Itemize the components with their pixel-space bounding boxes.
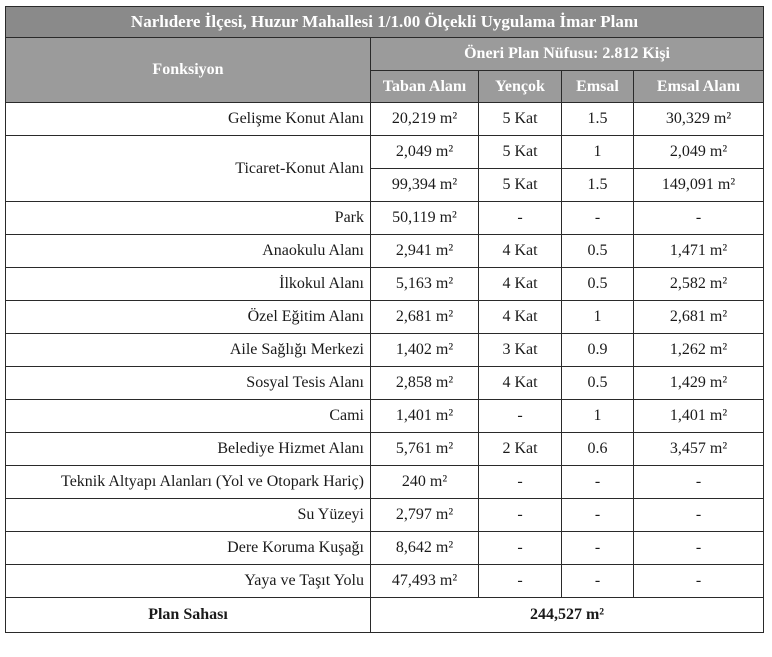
emsal-cell: - bbox=[562, 532, 634, 565]
table-row bbox=[6, 499, 764, 532]
emsal-alani-cell: 1,262 m² bbox=[634, 334, 764, 367]
row-label: İlkokul Alanı bbox=[6, 268, 371, 301]
taban-alani-cell: 1,402 m² bbox=[371, 334, 479, 367]
emsal-alani-cell: 3,457 m² bbox=[634, 433, 764, 466]
emsal-cell: 1 bbox=[562, 301, 634, 334]
emsal-alani-cell: - bbox=[634, 499, 764, 532]
emsal-cell: - bbox=[562, 202, 634, 235]
population-header: Öneri Plan Nüfusu: 2.812 Kişi bbox=[371, 38, 764, 71]
row-label: Teknik Altyapı Alanları (Yol ve Otopark Hariç) bbox=[6, 466, 371, 499]
emsal-alani-cell: 2,681 m² bbox=[634, 301, 764, 334]
yencok-cell: 4 Kat bbox=[479, 367, 562, 400]
taban-alani-cell: 240 m² bbox=[371, 466, 479, 499]
yencok-cell: - bbox=[479, 400, 562, 433]
emsal-cell: 0.6 bbox=[562, 433, 634, 466]
emsal-alani-cell: 1,429 m² bbox=[634, 367, 764, 400]
yencok-cell: 4 Kat bbox=[479, 235, 562, 268]
taban-alani-cell: 50,119 m² bbox=[371, 202, 479, 235]
column-header: Yençok bbox=[479, 71, 562, 103]
emsal-alani-cell: 2,582 m² bbox=[634, 268, 764, 301]
emsal-alani-cell: 1,401 m² bbox=[634, 400, 764, 433]
row-label: Özel Eğitim Alanı bbox=[6, 301, 371, 334]
zoning-plan-table bbox=[5, 6, 764, 633]
row-label: Sosyal Tesis Alanı bbox=[6, 367, 371, 400]
yencok-cell: - bbox=[479, 202, 562, 235]
column-header: Emsal bbox=[562, 71, 634, 103]
taban-alani-cell: 2,941 m² bbox=[371, 235, 479, 268]
taban-alani-cell: 47,493 m² bbox=[371, 565, 479, 598]
table-row bbox=[6, 532, 764, 565]
yencok-cell: 5 Kat bbox=[479, 136, 562, 169]
table-row bbox=[6, 334, 764, 367]
table-row bbox=[6, 103, 764, 136]
emsal-alani-cell: 1,471 m² bbox=[634, 235, 764, 268]
emsal-cell: 1 bbox=[562, 400, 634, 433]
column-header: Emsal Alanı bbox=[634, 71, 764, 103]
table-row bbox=[6, 136, 764, 169]
emsal-alani-cell: 30,329 m² bbox=[634, 103, 764, 136]
table-row bbox=[6, 235, 764, 268]
total-label: Plan Sahası bbox=[6, 598, 371, 633]
emsal-cell: 0.5 bbox=[562, 235, 634, 268]
yencok-cell: - bbox=[479, 532, 562, 565]
yencok-cell: 2 Kat bbox=[479, 433, 562, 466]
taban-alani-cell: 2,681 m² bbox=[371, 301, 479, 334]
row-label: Belediye Hizmet Alanı bbox=[6, 433, 371, 466]
emsal-cell: 0.5 bbox=[562, 268, 634, 301]
table-row bbox=[6, 400, 764, 433]
row-label: Ticaret-Konut Alanı bbox=[6, 136, 371, 202]
emsal-cell: - bbox=[562, 499, 634, 532]
total-row bbox=[6, 598, 764, 633]
total-value: 244,527 m² bbox=[371, 598, 764, 633]
emsal-alani-cell: 2,049 m² bbox=[634, 136, 764, 169]
emsal-alani-cell: - bbox=[634, 466, 764, 499]
yencok-cell: - bbox=[479, 466, 562, 499]
table-row bbox=[6, 565, 764, 598]
emsal-alani-cell: 149,091 m² bbox=[634, 169, 764, 202]
yencok-cell: 5 Kat bbox=[479, 169, 562, 202]
taban-alani-cell: 20,219 m² bbox=[371, 103, 479, 136]
emsal-cell: - bbox=[562, 565, 634, 598]
yencok-cell: - bbox=[479, 499, 562, 532]
row-label: Su Yüzeyi bbox=[6, 499, 371, 532]
emsal-cell: 1 bbox=[562, 136, 634, 169]
table-row bbox=[6, 202, 764, 235]
table-title: Narlıdere İlçesi, Huzur Mahallesi 1/1.00 Ölçekli Uygulama İmar Planı bbox=[6, 7, 764, 38]
row-label: Yaya ve Taşıt Yolu bbox=[6, 565, 371, 598]
emsal-alani-cell: - bbox=[634, 202, 764, 235]
yencok-cell: 4 Kat bbox=[479, 268, 562, 301]
table-row bbox=[6, 301, 764, 334]
yencok-cell: 4 Kat bbox=[479, 301, 562, 334]
emsal-cell: 0.9 bbox=[562, 334, 634, 367]
yencok-cell: 5 Kat bbox=[479, 103, 562, 136]
row-label: Park bbox=[6, 202, 371, 235]
row-label: Anaokulu Alanı bbox=[6, 235, 371, 268]
taban-alani-cell: 2,797 m² bbox=[371, 499, 479, 532]
taban-alani-cell: 8,642 m² bbox=[371, 532, 479, 565]
row-label: Aile Sağlığı Merkezi bbox=[6, 334, 371, 367]
emsal-cell: - bbox=[562, 466, 634, 499]
yencok-cell: 3 Kat bbox=[479, 334, 562, 367]
emsal-cell: 1.5 bbox=[562, 169, 634, 202]
zoning-table-container bbox=[5, 6, 763, 633]
table-row bbox=[6, 466, 764, 499]
table-row bbox=[6, 268, 764, 301]
column-header: Taban Alanı bbox=[371, 71, 479, 103]
row-label: Dere Koruma Kuşağı bbox=[6, 532, 371, 565]
yencok-cell: - bbox=[479, 565, 562, 598]
emsal-cell: 1.5 bbox=[562, 103, 634, 136]
taban-alani-cell: 1,401 m² bbox=[371, 400, 479, 433]
taban-alani-cell: 99,394 m² bbox=[371, 169, 479, 202]
emsal-alani-cell: - bbox=[634, 565, 764, 598]
row-label: Gelişme Konut Alanı bbox=[6, 103, 371, 136]
table-row bbox=[6, 367, 764, 400]
emsal-alani-cell: - bbox=[634, 532, 764, 565]
row-label: Cami bbox=[6, 400, 371, 433]
table-row bbox=[6, 433, 764, 466]
taban-alani-cell: 2,858 m² bbox=[371, 367, 479, 400]
emsal-cell: 0.5 bbox=[562, 367, 634, 400]
taban-alani-cell: 2,049 m² bbox=[371, 136, 479, 169]
fonksiyon-header: Fonksiyon bbox=[6, 38, 371, 103]
taban-alani-cell: 5,761 m² bbox=[371, 433, 479, 466]
taban-alani-cell: 5,163 m² bbox=[371, 268, 479, 301]
